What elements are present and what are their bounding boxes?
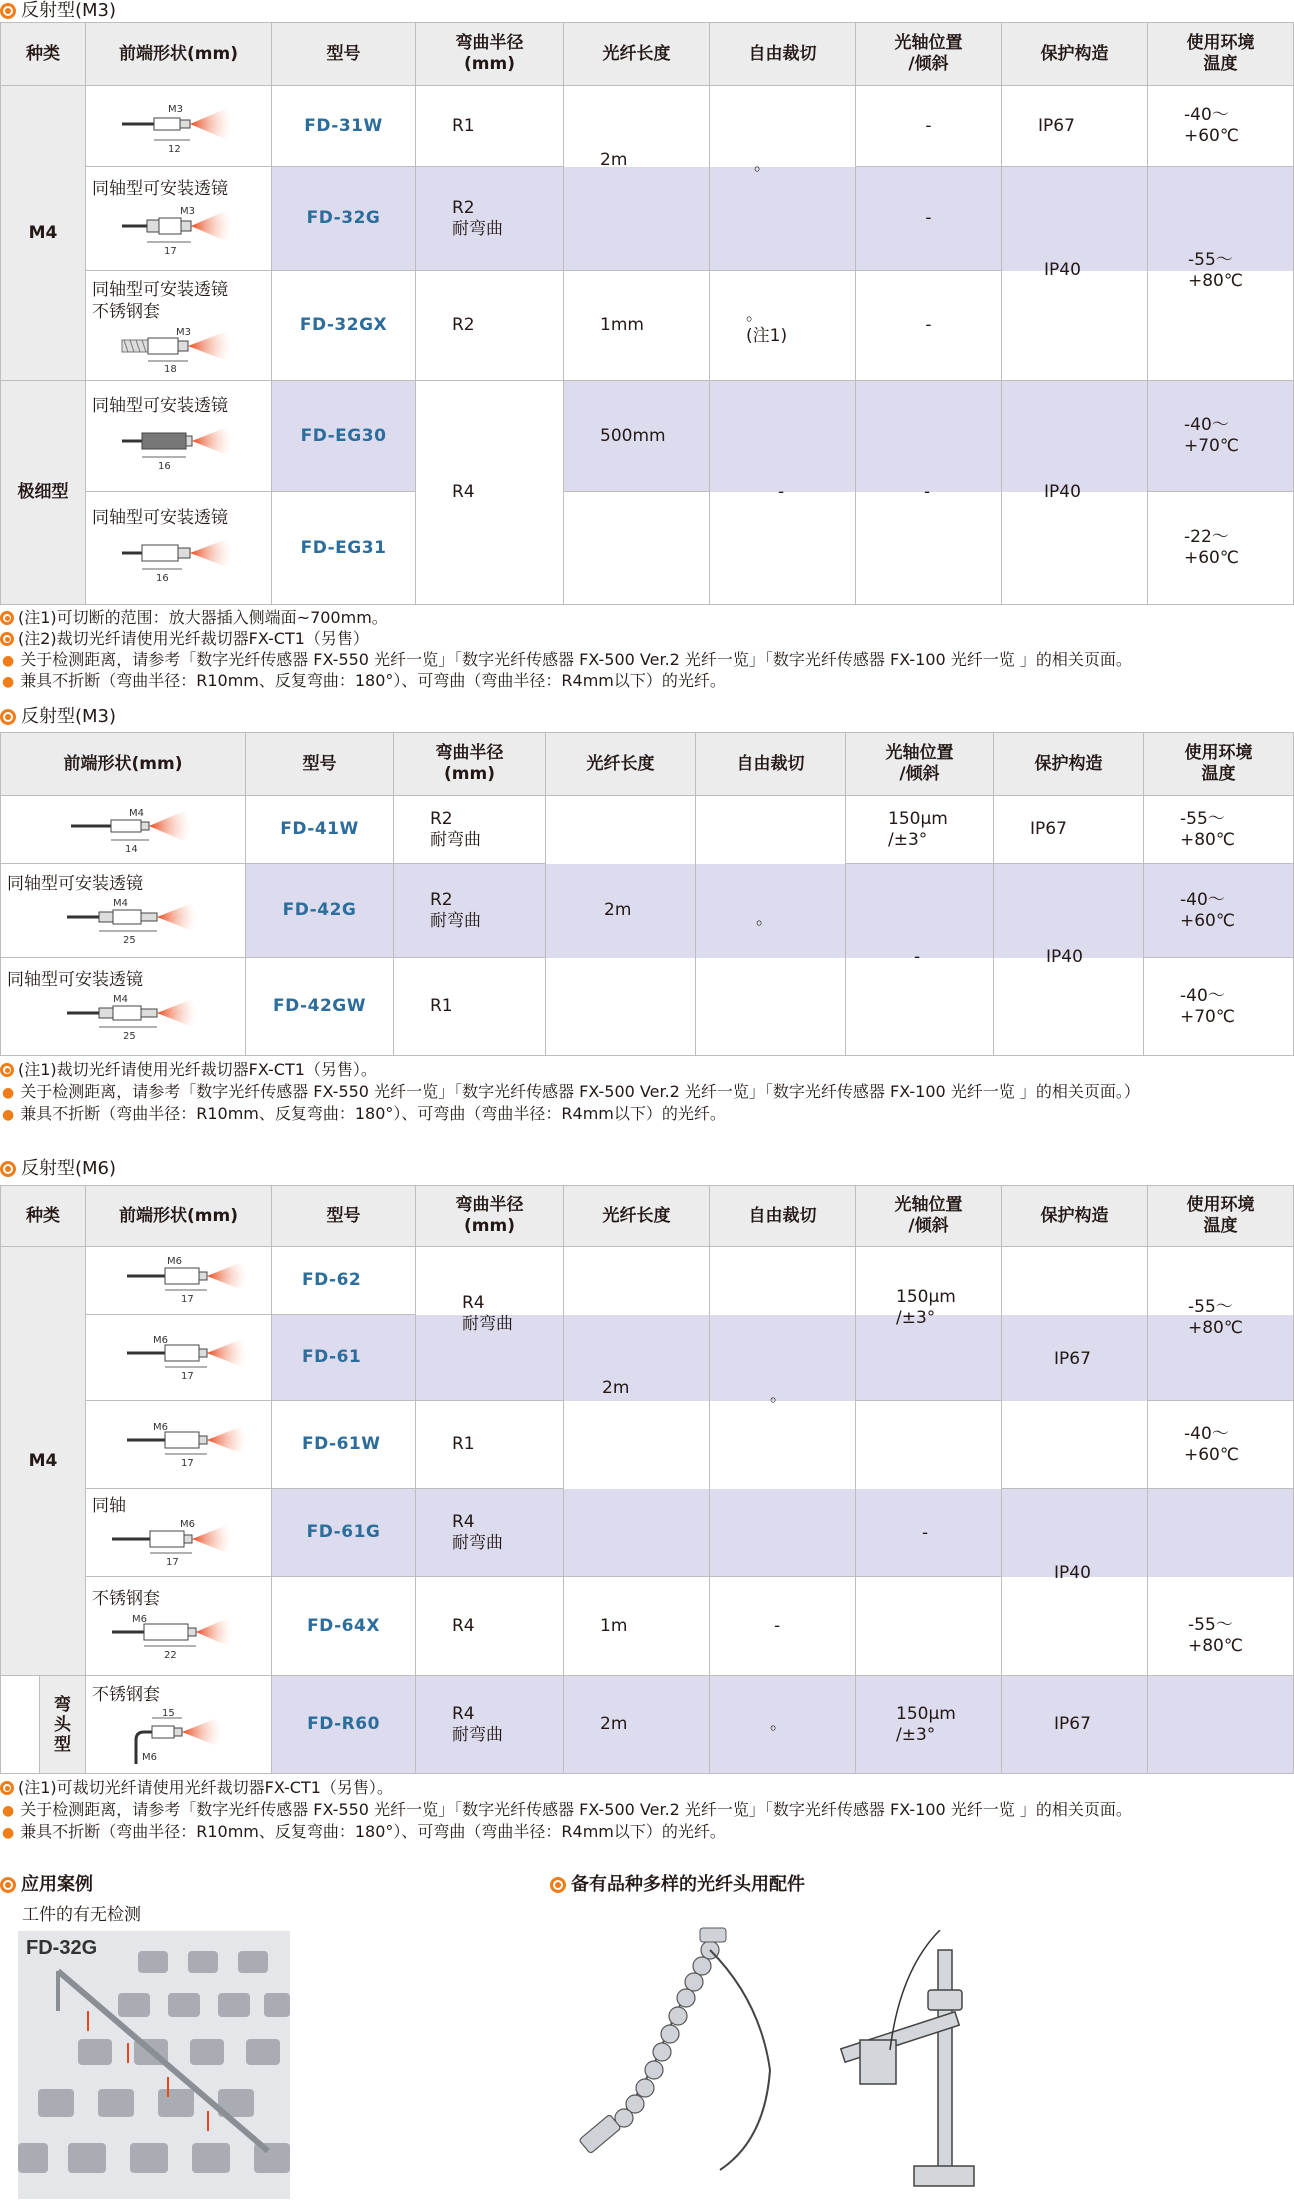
model-link[interactable]: FD-32G <box>272 167 416 271</box>
length-shade <box>564 1489 710 1577</box>
radius-value: R4 <box>416 381 564 605</box>
protection-value: IP67 <box>1054 1349 1091 1369</box>
shape-fd64x <box>86 1577 272 1676</box>
dim-label: 16 <box>156 573 169 584</box>
fiber-head-drawing <box>92 1517 242 1571</box>
col-header: 使用环境 温度 <box>1144 732 1294 796</box>
protection-value: IP40 <box>1044 260 1081 280</box>
temperature-value: -55～ +80℃ <box>1144 796 1294 864</box>
dim-label: M3 <box>180 205 195 217</box>
protection-shade <box>1002 167 1148 271</box>
note-text: 关于检测距离，请参考「数字光纤传感器 FX-550 光纤一览」「数字光纤传感器 FX-500 Ver.2 光纤一览」「数字光纤传感器 FX-100 光纤一览 」的相关页面。） <box>20 1082 1140 1101</box>
col-header: 自由裁切 <box>696 732 846 796</box>
length-value: 500mm <box>564 381 710 492</box>
table-reflective-m3-a <box>0 22 1294 605</box>
temperature-shade <box>1148 1676 1294 1774</box>
fiber-head-drawing <box>107 1331 257 1385</box>
dim-label: M6 <box>142 1751 157 1763</box>
section2-title: 反射型(M3) <box>21 706 117 727</box>
length-value: 1mm <box>564 271 710 381</box>
table-reflective-m6 <box>0 1185 1294 1774</box>
note <box>0 1103 726 1126</box>
mounting-bracket-drawing <box>820 1930 1020 2200</box>
note <box>0 649 1132 672</box>
model-link[interactable]: FD-61 <box>272 1315 416 1401</box>
temperature-value: -22～ +60℃ <box>1148 492 1294 605</box>
dim-label: M3 <box>168 104 183 115</box>
protection-cell <box>1002 1577 1148 1676</box>
orange-circle-icon <box>0 632 14 646</box>
dim-label: 17 <box>180 1370 194 1382</box>
fiber-head-drawing <box>47 895 217 949</box>
cut-value: 。 <box>710 1676 856 1774</box>
dim-label: 17 <box>180 1293 194 1305</box>
dim-label: 18 <box>164 363 177 373</box>
note <box>0 1821 726 1844</box>
col-header: 自由裁切 <box>710 22 856 86</box>
fiber-head-drawing <box>92 1706 242 1766</box>
col-header: 使用环境 温度 <box>1148 22 1294 86</box>
application-image-label: FD-32G <box>26 1937 98 1959</box>
shape-label: 同轴型可安装透镜 <box>7 873 143 894</box>
model-link[interactable]: FD-EG30 <box>272 381 416 492</box>
radius-value: R4 <box>416 1577 564 1676</box>
col-header: 光轴位置 /倾斜 <box>846 732 994 796</box>
shape-fd32g <box>86 167 272 271</box>
axis-cell <box>856 1577 1002 1676</box>
shape-label: 同轴型可安装透镜 不锈钢套 <box>92 279 228 322</box>
dim-label: 15 <box>162 1707 175 1719</box>
shape-label: 同轴型可安装透镜 <box>92 508 228 528</box>
orange-circle-icon <box>0 709 16 725</box>
axis-value: - <box>922 1523 929 1543</box>
fiber-head-drawing <box>92 323 242 373</box>
table-reflective-m3-b <box>0 732 1294 1056</box>
cut-value: - <box>778 482 785 502</box>
note <box>0 1081 1140 1104</box>
length-empty <box>564 492 710 605</box>
fiber-head-drawing <box>107 1418 257 1472</box>
length-shade <box>564 1315 710 1401</box>
length-cell <box>564 1247 710 1315</box>
shape-fd62 <box>86 1247 272 1315</box>
note <box>0 628 369 649</box>
axis-shade <box>856 381 1002 492</box>
temperature-value: -40～ +60℃ <box>1148 1401 1294 1489</box>
shape-label: 同轴 <box>92 1495 126 1516</box>
protection-value: IP67 <box>1002 86 1148 167</box>
dim-label: 17 <box>164 245 177 257</box>
radius-value: R2 耐弯曲 <box>394 796 546 864</box>
axis-value: 150μm /±3° <box>856 1676 1002 1774</box>
length-value: 2m <box>564 1676 710 1774</box>
cut-cell <box>696 958 846 1056</box>
note <box>0 1777 393 1798</box>
col-header: 光纤长度 <box>564 1185 710 1247</box>
col-header: 光纤长度 <box>546 732 696 796</box>
section2-heading <box>0 706 116 728</box>
temperature-value: -40～ +60℃ <box>1144 864 1294 958</box>
dim-label: 14 <box>125 843 138 855</box>
bullet-icon: ● <box>2 1803 15 1819</box>
model-link[interactable]: FD-64X <box>272 1577 416 1676</box>
axis-shade <box>846 864 994 958</box>
shape-fdeg30 <box>86 381 272 492</box>
orange-circle-icon <box>0 1161 16 1177</box>
length-value <box>564 86 710 167</box>
cut-value: 。 <box>756 909 773 929</box>
shape-label: 同轴型可安装透镜 <box>92 178 228 199</box>
kind-m4: M4 <box>0 1247 86 1676</box>
model-link[interactable]: FD-31W <box>272 86 416 167</box>
temperature-shade <box>1148 1489 1294 1577</box>
length-cell <box>546 958 696 1056</box>
cut-cell <box>710 86 856 167</box>
dim-label: M6 <box>180 1518 195 1530</box>
fiber-head-drawing <box>107 1254 257 1308</box>
dim-label: 12 <box>168 144 181 155</box>
shape-fdr60 <box>86 1676 272 1774</box>
section1-title: 反射型(M3) <box>21 0 117 21</box>
flexible-arm-drawing <box>560 1920 780 2190</box>
cut-value: - <box>710 1577 856 1676</box>
temperature-value: -40～ +60℃ <box>1148 86 1294 167</box>
note-text: (注1)可切断的范围：放大器插入侧端面~700mm。 <box>18 608 388 627</box>
radius-value: R1 <box>394 958 546 1056</box>
length-cell <box>564 1401 710 1489</box>
axis-shade <box>856 1489 1002 1577</box>
radius-value: R1 <box>416 1401 564 1489</box>
protection-value: IP67 <box>994 796 1144 864</box>
axis-value: - <box>924 482 931 502</box>
radius-value: R4 耐弯曲 <box>416 1676 564 1774</box>
orange-circle-icon <box>0 611 14 625</box>
model-link[interactable]: FD-EG31 <box>272 492 416 605</box>
model-link[interactable]: FD-R60 <box>272 1676 416 1774</box>
section1-heading <box>0 0 116 22</box>
kind-spacer <box>0 1676 40 1774</box>
bullet-icon: ● <box>2 1825 15 1841</box>
dim-label: M6 <box>132 1614 147 1625</box>
protection-value: IP67 <box>1002 1676 1148 1774</box>
fiber-head-drawing <box>92 96 242 156</box>
accessories-heading <box>550 1874 805 1896</box>
cut-shade <box>710 167 856 271</box>
temperature-value: -40～ +70℃ <box>1148 381 1294 492</box>
dim-label: 17 <box>180 1457 194 1469</box>
protection-shade <box>994 864 1144 958</box>
note-text: (注1)裁切光纤请使用光纤裁切器FX-CT1（另售）。 <box>18 1060 377 1079</box>
length-cell <box>546 796 696 864</box>
protection-cell <box>1002 1401 1148 1489</box>
dim-label: 17 <box>166 1556 179 1568</box>
fiber-head-drawing <box>92 529 242 589</box>
temperature-value: -55～ +80℃ <box>1188 1615 1243 1656</box>
orange-circle-icon <box>0 3 16 19</box>
model-link[interactable]: FD-61W <box>272 1401 416 1489</box>
cut-cell <box>710 1247 856 1315</box>
kind-m4: M4 <box>0 86 86 381</box>
col-header: 保护构造 <box>1002 1185 1148 1247</box>
shape-fd31w <box>86 86 272 167</box>
note-text: 兼具不折断（弯曲半径：R10mm、反复弯曲：180°）、可弯曲（弯曲半径：R4mm以下）的光纤。 <box>20 1822 726 1841</box>
shape-fd61g <box>86 1489 272 1577</box>
radius-value: R2 耐弯曲 <box>394 864 546 958</box>
shape-fdeg31 <box>86 492 272 605</box>
cut-shade <box>710 1489 856 1577</box>
col-header: 光轴位置 /倾斜 <box>856 1185 1002 1247</box>
kind-bend: 弯 头 型 <box>40 1676 86 1774</box>
cut-value: 。 <box>754 155 771 175</box>
col-header: 使用环境 温度 <box>1148 1185 1294 1247</box>
col-header: 前端形状(mm) <box>86 1185 272 1247</box>
radius-value: R2 耐弯曲 <box>416 167 564 271</box>
dim-label: 25 <box>123 1030 136 1042</box>
shape-label: 同轴型可安装透镜 <box>7 969 143 990</box>
cut-cell <box>710 1401 856 1489</box>
note <box>0 670 726 693</box>
protection-value: IP40 <box>1054 1563 1091 1583</box>
section3-title: 反射型(M6) <box>21 1158 117 1179</box>
col-header: 型号 <box>272 22 416 86</box>
note-text: 关于检测距离，请参考「数字光纤传感器 FX-550 光纤一览」「数字光纤传感器 FX-500 Ver.2 光纤一览」「数字光纤传感器 FX-100 光纤一览 」的相关页面。 <box>20 650 1132 669</box>
protection-value: IP40 <box>1044 482 1081 502</box>
shape-fd41w <box>0 796 246 864</box>
bullet-icon: ● <box>2 674 15 690</box>
note-text: 关于检测距离，请参考「数字光纤传感器 FX-550 光纤一览」「数字光纤传感器 FX-500 Ver.2 光纤一览」「数字光纤传感器 FX-100 光纤一览 」的相关页面。 <box>20 1800 1132 1819</box>
dim-label: M4 <box>129 807 144 819</box>
fiber-head-drawing <box>92 1610 242 1664</box>
bullet-icon: ● <box>2 1085 15 1101</box>
model-link[interactable]: FD-32GX <box>272 271 416 381</box>
radius-value: R2 <box>416 271 564 381</box>
col-header: 弯曲半径 (mm) <box>394 732 546 796</box>
shape-fd61w <box>86 1401 272 1489</box>
protection-value: IP40 <box>1046 947 1083 967</box>
length-shade <box>564 167 710 271</box>
application-image <box>18 1931 290 2199</box>
col-header: 种类 <box>0 1185 86 1247</box>
col-header: 保护构造 <box>1002 22 1148 86</box>
col-header: 光纤长度 <box>564 22 710 86</box>
length-value: 2m <box>600 150 628 170</box>
axis-value: - <box>914 947 921 967</box>
temperature-value: -55～ +80℃ <box>1188 250 1243 291</box>
protection-cell <box>1002 1247 1148 1315</box>
bullet-icon: ● <box>2 653 15 669</box>
col-header: 光轴位置 /倾斜 <box>856 22 1002 86</box>
shape-label: 同轴型可安装透镜 <box>92 396 228 416</box>
kind-thin: 极细型 <box>0 381 86 605</box>
dim-label: 22 <box>164 1650 177 1661</box>
axis-cell <box>846 958 994 1056</box>
note-text: 兼具不折断（弯曲半径：R10mm、反复弯曲：180°）、可弯曲（弯曲半径：R4mm以下）的光纤。 <box>20 1104 726 1123</box>
model-link[interactable]: FD-42GW <box>246 958 394 1056</box>
dim-label: M4 <box>113 993 128 1005</box>
col-header: 保护构造 <box>994 732 1144 796</box>
model-link[interactable]: FD-61G <box>272 1489 416 1577</box>
dim-label: 25 <box>123 934 136 946</box>
section3-heading <box>0 1158 116 1180</box>
dim-label: M6 <box>152 1334 168 1346</box>
shape-fd42gw <box>0 958 246 1056</box>
radius-value: R4 耐弯曲 <box>462 1293 513 1334</box>
shape-label: 不锈钢套 <box>92 1589 160 1609</box>
col-header: 型号 <box>272 1185 416 1247</box>
note <box>0 607 388 628</box>
shape-fd32gx <box>86 271 272 381</box>
note <box>0 1059 377 1080</box>
col-header: 弯曲半径 (mm) <box>416 22 564 86</box>
axis-cell <box>856 492 1002 605</box>
application-subtitle: 工件的有无检测 <box>22 1905 141 1925</box>
fiber-head-drawing <box>92 200 242 260</box>
accessories-title: 备有品种多样的光纤头用配件 <box>571 1874 805 1895</box>
dim-label: M6 <box>166 1255 182 1267</box>
fiber-head-drawing <box>92 417 242 477</box>
model-link[interactable]: FD-42G <box>246 864 394 958</box>
cut-cell <box>696 796 846 864</box>
note <box>0 1799 1132 1822</box>
length-value: 1m <box>564 1577 710 1676</box>
shape-label: 不锈钢套 <box>92 1684 160 1705</box>
axis-value: - <box>856 271 1002 381</box>
axis-value: - <box>856 86 1002 167</box>
temperature-value: -40～ +70℃ <box>1144 958 1294 1056</box>
orange-circle-icon <box>0 1063 14 1077</box>
note-text: 兼具不折断（弯曲半径：R10mm、反复弯曲：180°）、可弯曲（弯曲半径：R4mm以下）的光纤。 <box>20 671 726 690</box>
length-value: 2m <box>604 900 632 920</box>
col-header: 前端形状(mm) <box>0 732 246 796</box>
model-link[interactable]: FD-41W <box>246 796 394 864</box>
axis-cell <box>856 1401 1002 1489</box>
radius-value: R1 <box>416 86 564 167</box>
note-text: (注2)裁切光纤请使用光纤裁切器FX-CT1（另售） <box>18 629 369 648</box>
conveyor-grid-drawing <box>18 1931 290 2199</box>
cut-value: 。 (注1) <box>710 271 856 381</box>
protection-cell <box>1002 492 1148 605</box>
application-heading <box>0 1874 93 1896</box>
length-value: 2m <box>602 1378 630 1398</box>
dim-label: 16 <box>158 461 171 472</box>
col-header: 自由裁切 <box>710 1185 856 1247</box>
axis-value: 150μm /±3° <box>846 796 994 864</box>
protection-cell <box>994 958 1144 1056</box>
model-link[interactable]: FD-62 <box>272 1247 416 1315</box>
protection-shade <box>1002 381 1148 492</box>
col-header: 前端形状(mm) <box>86 22 272 86</box>
col-header: 弯曲半径 (mm) <box>416 1185 564 1247</box>
axis-value: - <box>856 167 1002 271</box>
temperature-value: -55～ +80℃ <box>1188 1297 1243 1338</box>
fiber-head-drawing <box>51 802 201 858</box>
bullet-icon: ● <box>2 1107 15 1123</box>
cut-value: 。 <box>770 1386 787 1406</box>
orange-circle-icon <box>0 1781 14 1795</box>
application-title: 应用案例 <box>21 1874 93 1895</box>
protection-cell <box>1002 271 1148 381</box>
axis-value: 150μm /±3° <box>896 1287 956 1328</box>
shape-fd61 <box>86 1315 272 1401</box>
fiber-head-drawing <box>47 991 217 1045</box>
cut-shade <box>710 381 856 492</box>
radius-value: R4 耐弯曲 <box>416 1489 564 1577</box>
orange-circle-icon <box>550 1877 566 1893</box>
dim-label: M3 <box>176 326 191 338</box>
shape-fd42g <box>0 864 246 958</box>
cut-cell <box>710 492 856 605</box>
dim-label: M6 <box>152 1421 168 1433</box>
col-header: 型号 <box>246 732 394 796</box>
col-header: 种类 <box>0 22 86 86</box>
dim-label: M4 <box>113 897 128 909</box>
orange-circle-icon <box>0 1877 16 1893</box>
note-text: (注1)可裁切光纤请使用光纤裁切器FX-CT1（另售）。 <box>18 1778 393 1797</box>
